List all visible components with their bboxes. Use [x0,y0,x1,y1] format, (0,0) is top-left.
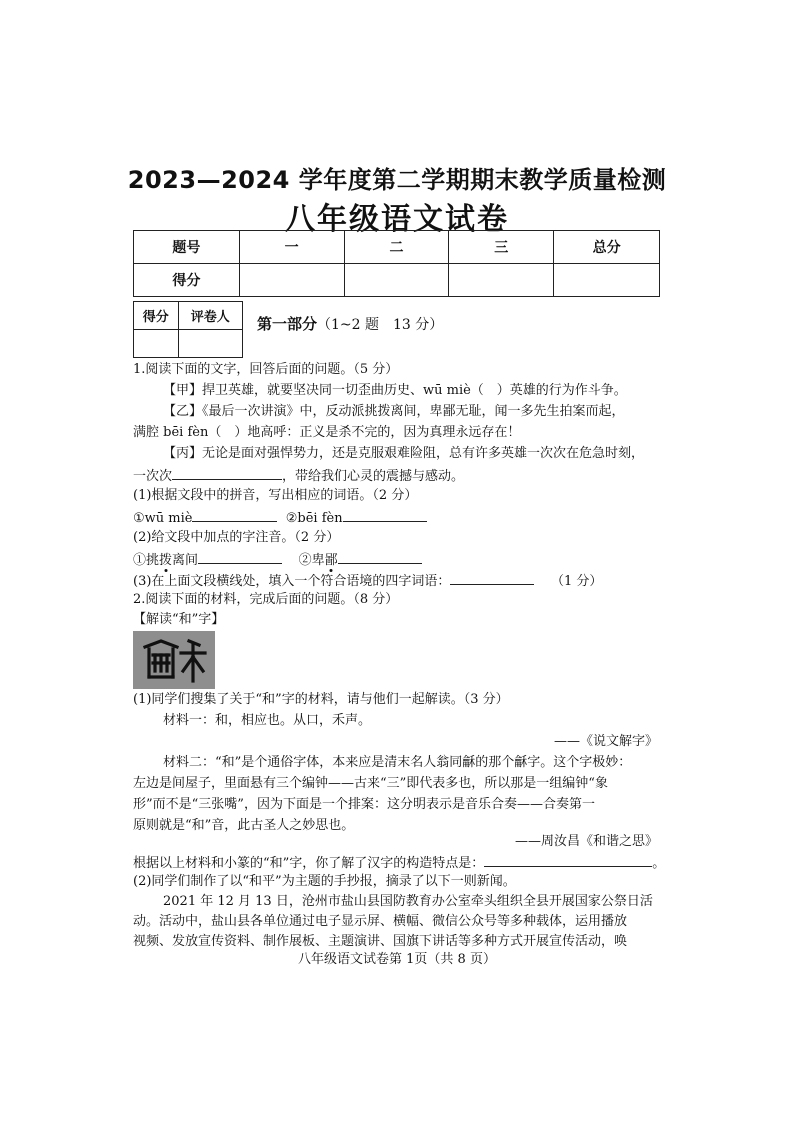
material-line: 形”而不是“三张嘴”，因为下面是一个排案：这分明表示是音乐合奏——合奏第一 [133,797,595,812]
score-table [133,230,660,297]
material-source: ——周汝昌《和谐之思》 [514,834,658,849]
question-stem: 2.阅读下面的材料，完成后面的问题。（8 分） [133,592,399,607]
dotted-char: 鄙 [324,553,338,568]
score-input-cell[interactable] [239,264,344,297]
answer-blank[interactable] [338,549,422,564]
passage-line: 【甲】捍卫英雄，就要坚决同一切歪曲历史、wū miè（ ）英雄的行为作斗争。 [163,383,627,398]
score-cell: 二 [344,231,449,264]
part-one-heading [257,313,443,334]
score-input-cell[interactable] [554,264,660,297]
score-input-cell[interactable] [344,264,449,297]
part-one-title: 第一部分 [257,315,318,333]
sub-question: (2)给文段中加点的字注音。（2 分） [133,530,340,545]
sub-question: (2)同学们制作了以“和平”为主题的手抄报，摘录了以下一则新闻。 [133,874,516,889]
grader-name-label: 评卷人 [178,302,242,330]
answer-blank[interactable] [198,549,282,564]
passage-text: ，带给我们心灵的震撼与感动。 [282,469,465,484]
score-input-cell[interactable] [449,264,554,297]
score-cell: 得分 [134,264,240,297]
answer-label: ①wū miè [133,511,193,526]
news-line: 2021 年 12 月 13 日，沧州市盐山县国防教育办公室牵头组织全县开展国家公祭日活 [163,894,653,909]
answer-line [133,507,427,529]
score-cell: 一 [239,231,344,264]
answer-blank[interactable] [484,852,652,867]
question-stem: 1.阅读下面的文字，回答后面的问题。（5 分） [133,362,399,377]
passage-line [133,465,464,487]
material-line: 原则就是“和”音，此古圣人之妙思也。 [133,818,355,833]
passage-line: 满腔 bēi fèn（ ）地高呼：正义是杀不完的，因为真理永远存在！ [133,425,521,440]
passage-text: 一次次 [133,469,173,484]
seal-script-he-image [133,631,215,689]
material-line: 材料一：和，相应也。从口，禾声。 [163,713,372,728]
page-footer: 八年级语文试卷第 1页（共 8 页） [298,952,496,967]
answer-line [133,549,422,571]
grader-score-input[interactable] [134,330,179,358]
seal-character-icon [141,637,207,683]
news-line: 动。活动中，盐山县各单位通过电子显示屏、横幅、微信公众号等多种载体，运用播放 [133,914,628,929]
answer-blank[interactable] [343,507,427,522]
material-line: 材料二：“和”是个通俗字体，本来应是清末名人翁同龢的那个龢字。这个字极妙： [163,755,632,770]
news-line: 视频、发放宣传资料、制作展板、主题演讲、国旗下讲话等多种方式开展宣传活动，唤 [133,934,628,949]
sub-question-text: (3)在上面文段横线处，填入一个符合语境的四字词语： [133,574,451,589]
passage-line: 【丙】无论是面对强悍势力，还是克服艰难险阻，总有许多英雄一次次在危急时刻， [163,446,645,461]
material-line: 左边是间屋子，里面悬有三个编钟——古来“三”即代表多也，所以那是一组编钟“象 [133,776,608,791]
dotted-char: 拨 [159,553,173,568]
score-cell: 三 [449,231,554,264]
answer-label: ②卑 [298,553,325,568]
sub-question: (1)同学们搜集了关于“和”字的材料，请与他们一起解读。（3 分） [133,692,509,707]
sub-question: 根据以上材料和小篆的“和”字，你了解了汉字的构造特点是： 。 [133,852,665,874]
grader-score-label: 得分 [134,302,179,330]
score-table-score-row [134,264,660,297]
answer-blank[interactable] [192,507,277,522]
exam-title: 2023—2024 学年度第二学期期末教学质量检测 [127,166,667,194]
part-one-range: （1~2 题 13 分） [317,317,444,333]
score-cell: 题号 [134,231,240,264]
sub-question: (1)根据文段中的拼音，写出相应的词语。（2 分） [133,488,418,503]
answer-blank[interactable] [450,570,534,585]
grader-name-input[interactable] [178,330,242,358]
exam-subtitle: 八年级语文试卷 [285,202,509,237]
material-source: ——《说文解字》 [553,734,658,749]
grader-box [133,301,243,358]
fill-blank[interactable] [172,465,282,480]
answer-label: ②bēi fèn [285,511,343,526]
sub-question [133,570,602,592]
score-cell: 总分 [554,231,660,264]
answer-label: 离间 [172,553,199,568]
passage-line: 【乙】《最后一次讲演》中，反动派挑拨离间，卑鄙无耻，闻一多先生拍案而起， [163,404,625,419]
sub-question-points: （1 分） [550,574,603,589]
section-heading: 【解读“和”字】 [133,612,225,627]
sub-question-text: 根据以上材料和小篆的“和”字，你了解了汉字的构造特点是： [133,856,485,871]
score-table-header-row [134,231,660,264]
answer-label: ①挑 [133,553,160,568]
